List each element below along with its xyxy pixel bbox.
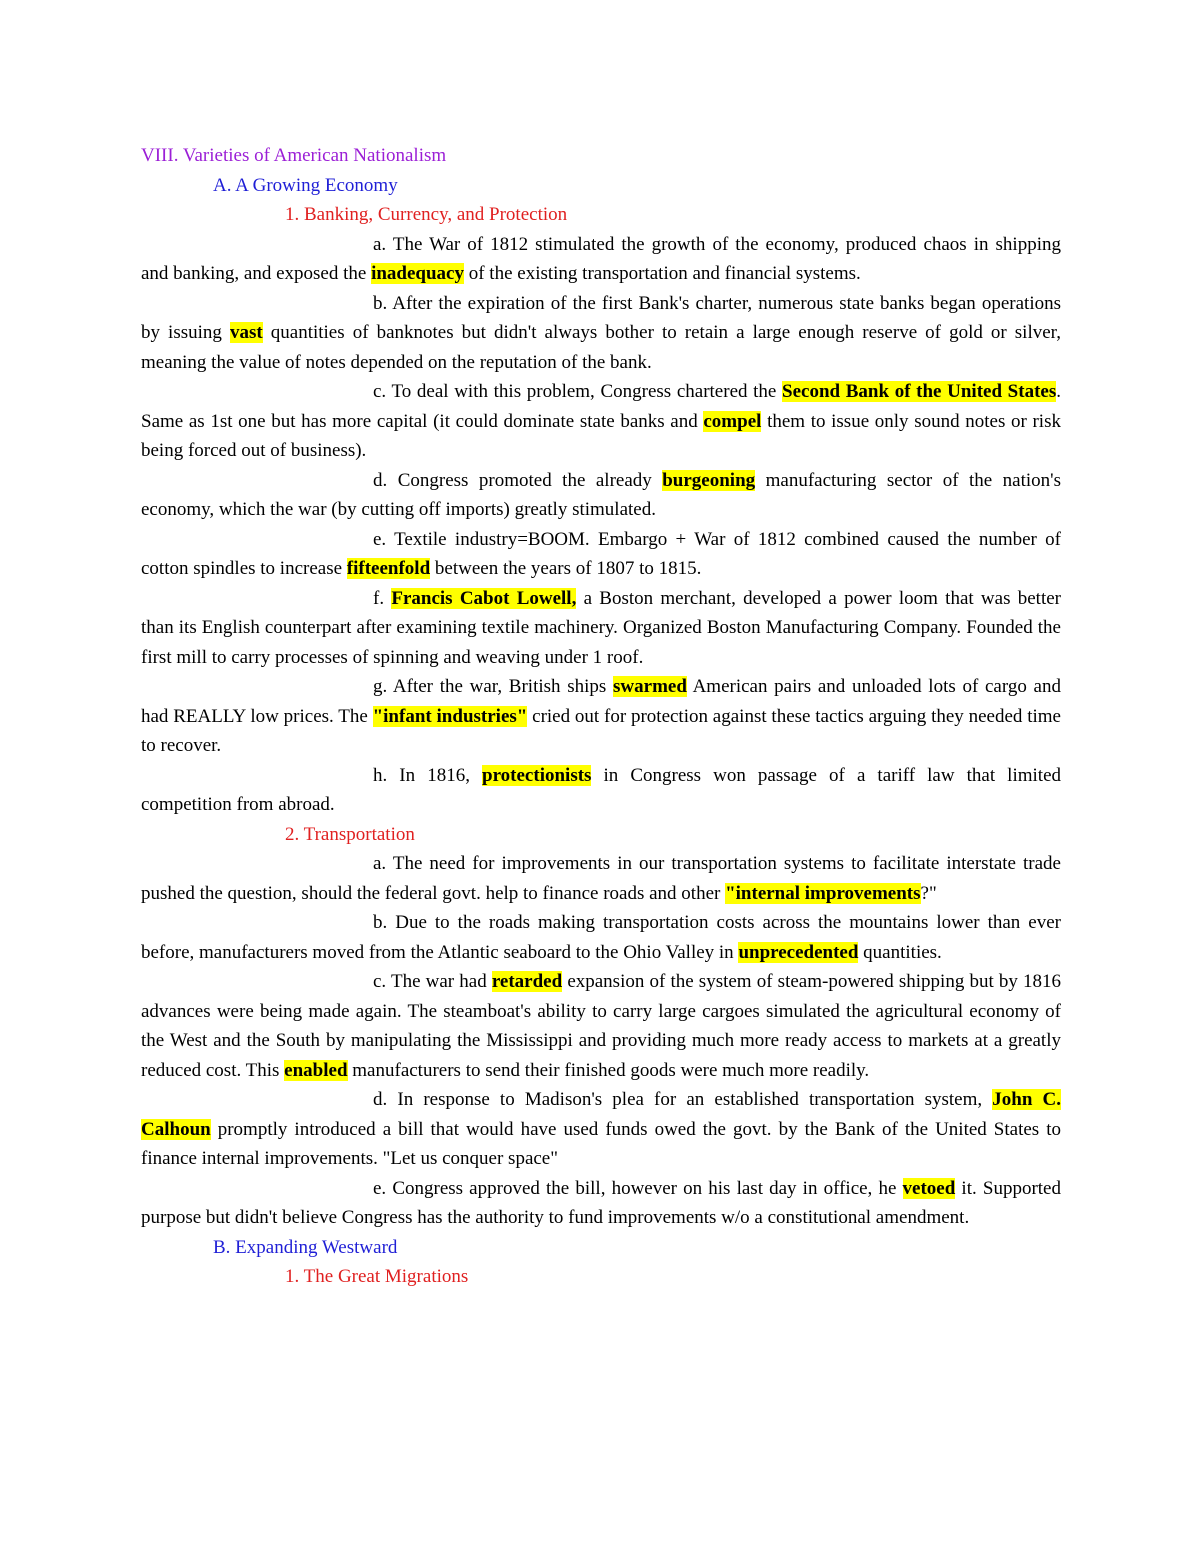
text: promptly introduced a bill that would have used funds owed the govt. by the Bank of the United States to finance internal improvements. "Let us conquer space" <box>141 1118 1061 1169</box>
section-heading: VIII. Varieties of American Nationalism <box>141 145 447 166</box>
text: them to issue only sound notes or risk being forced out of business). <box>141 410 1061 461</box>
text: quantities. <box>858 941 942 963</box>
point-a1-g <box>141 672 1061 761</box>
point-a1-b <box>141 289 1061 378</box>
topic-heading-banking: 1. Banking, Currency, and Protection <box>285 204 568 225</box>
highlight-term: compel <box>703 410 762 432</box>
text: f. <box>373 587 392 609</box>
text: b. After the expiration of the first Bank's charter, numerous state banks began operations by issuing <box>141 292 1061 343</box>
text: cried out for protection against these tactics arguing they needed time to recover. <box>141 705 1061 756</box>
text: quantities of banknotes but didn't always bother to retain a large enough reserve of gold or silver, meaning the value of notes depended on the reputation of the bank. <box>141 322 1061 373</box>
highlight-term: Francis Cabot Lowell, <box>391 587 577 609</box>
text: c. The war had <box>373 971 492 992</box>
text: d. In response to Madison's plea for an established transportation system, <box>373 1089 993 1110</box>
point-a2-b <box>141 908 1061 967</box>
point-a1-d <box>141 466 1061 525</box>
text: e. Congress approved the bill, however on his last day in office, he <box>373 1177 903 1199</box>
highlight-term: enabled <box>284 1059 348 1081</box>
highlight-term: inadequacy <box>371 263 464 284</box>
point-a2-c <box>141 967 1061 1085</box>
text: a Boston merchant, developed a power loom that was better than its English counterpart after examining textile machinery. Organized Boston Manufacturing Company. Founded the first mill to carry processes of spinning and weaving under 1 roof. <box>141 587 1061 668</box>
text: it. Supported purpose but didn't believe Congress has the authority to fund improvements w/o a constitutional amendment. <box>141 1177 1061 1228</box>
text: manufacturers to send their finished goods were much more readily. <box>347 1059 870 1081</box>
text: between the years of 1807 to 1815. <box>430 558 702 579</box>
point-a2-a <box>141 849 1061 908</box>
highlight-term: fifteenfold <box>346 558 431 579</box>
text: d. Congress promoted the already <box>373 469 663 491</box>
highlight-term: "internal improvements <box>725 882 921 904</box>
text: manufacturing sector of the nation's economy, which the war (by cutting off imports) greatly stimulated. <box>141 469 1061 520</box>
highlight-term: vetoed <box>902 1177 956 1199</box>
highlight-term: Second Bank of the United States <box>782 381 1057 402</box>
text: h. In 1816, <box>373 764 483 786</box>
point-a1-e <box>141 525 1061 584</box>
text: of the existing transportation and financial systems. <box>463 263 861 284</box>
subsection-heading-a: A. A Growing Economy <box>213 174 398 196</box>
text: e. Textile industry=BOOM. Embargo + War of 1812 combined caused the number of cotton spindles to increase <box>141 528 1061 579</box>
text: American pairs and unloaded lots of cargo and had REALLY low prices. The <box>141 676 1061 727</box>
highlight-term: retarded <box>491 971 563 992</box>
highlight-term: unprecedented <box>738 941 859 963</box>
point-a2-d <box>141 1085 1061 1174</box>
point-a1-f <box>141 584 1061 673</box>
point-a1-a <box>141 230 1061 289</box>
highlight-term: burgeoning <box>662 469 756 491</box>
text: b. Due to the roads making transportation costs across the mountains lower than ever before, manufacturers moved from the Atlantic seaboard to the Ohio Valley in <box>141 912 1061 963</box>
highlight-term: protectionists <box>482 764 592 786</box>
text: ?" <box>920 882 937 904</box>
point-a1-c <box>141 377 1061 466</box>
highlight-term: vast <box>229 322 263 343</box>
highlight-term: "infant industries" <box>372 705 528 727</box>
highlight-term: swarmed <box>613 676 687 697</box>
topic-heading-transportation: 2. Transportation <box>285 823 415 845</box>
topic-heading-migrations: 1. The Great Migrations <box>285 1266 469 1287</box>
text: in Congress won passage of a tariff law that limited competition from abroad. <box>141 764 1061 815</box>
subsection-heading-b: B. Expanding Westward <box>213 1236 398 1258</box>
point-a1-h <box>141 761 1061 820</box>
text: c. To deal with this problem, Congress chartered the <box>373 381 783 402</box>
text: a. The need for improvements in our transportation systems to facilitate interstate trade pushed the question, should the federal govt. help to finance roads and other <box>141 853 1061 904</box>
text: expansion of the system of steam-powered shipping but by 1816 advances were being made again. The steamboat's ability to carry large cargoes simulated the agricultural economy of the West and the South by manipulating the Mississippi and providing much more ready access to markets at a greatly reduced cost. This <box>141 971 1061 1081</box>
highlight-term: John C. Calhoun <box>141 1089 1061 1140</box>
point-a2-e <box>141 1174 1061 1233</box>
text: . Same as 1st one but has more capital (it could dominate state banks and <box>141 381 1061 432</box>
text: a. The War of 1812 stimulated the growth of the economy, produced chaos in shipping and banking, and exposed the <box>141 233 1061 284</box>
text: g. After the war, British ships <box>373 676 614 697</box>
document-body <box>141 141 1061 1292</box>
